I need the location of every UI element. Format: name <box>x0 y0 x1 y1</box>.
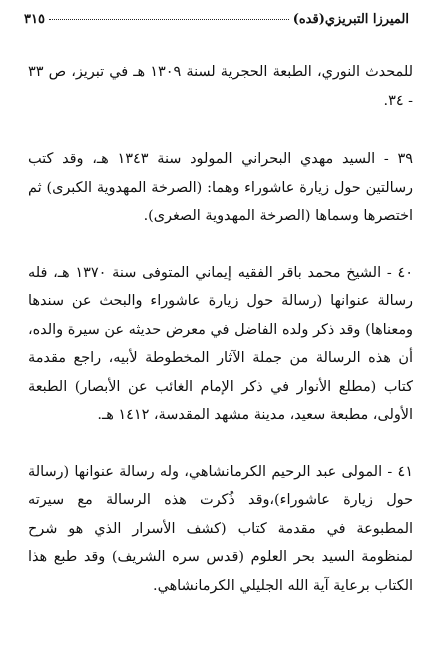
paragraph-item-40: ٤٠ - الشيخ محمد باقر الفقيه إيماني المتوفى سنة ١٣٧٠ هـ، فله رسالة عنوانها (رسالة حول زيارة عاشوراء والبحث عن سندها ومعناها) وقد ذكر ولده الفاضل في معرض حديثه عن سيرة والده، أن هذه الرسالة من جملة الآثار المخطوطة لأبيه، راجع مقدمة كتاب (مطلع الأنوار في ذكر الإمام الغائب عن الأبصار) الطبعة الأولى، مطبعة سعيد، مدينة مشهد المقدسة، ١٤١٢ هـ. <box>28 264 413 423</box>
header-title: الميرزا التبريزي(قده) <box>292 12 409 27</box>
paragraph-item-39: ٣٩ - السيد مهدي البحراني المولود سنة ١٣٤٣ هـ، وقد كتب رسالتين حول زيارة عاشوراء وهما: (الصرخة المهدوية الكبرى) ثم اختصرها وسماها (الصرخة المهدوية الصغرى). <box>28 151 413 224</box>
paragraph-item-41: ٤١ - المولى عبد الرحيم الكرمانشاهي، وله رسالة عنوانها (رسالة حول زيارة عاشوراء)،وقد ذُكرت هذه الرسالة مع سيرته المطبوعة في مقدمة كتاب (كشف الأسرار الذي هو شرح لمنظومة السيد بحر العلوم (قدس سره الشريف) وقد طبع هذا الكتاب برعاية آية الله الجليلي الكرمانشاهي. <box>28 463 413 594</box>
header-dot-leader <box>49 19 289 20</box>
page-number: ٣١٥ <box>24 12 45 27</box>
body-text <box>28 58 413 628</box>
paragraph-continuation: للمحدث النوري، الطبعة الحجرية لسنة ١٣٠٩ هـ في تبريز، ص ٣٣ - ٣٤. <box>28 64 413 109</box>
running-header <box>24 12 409 27</box>
